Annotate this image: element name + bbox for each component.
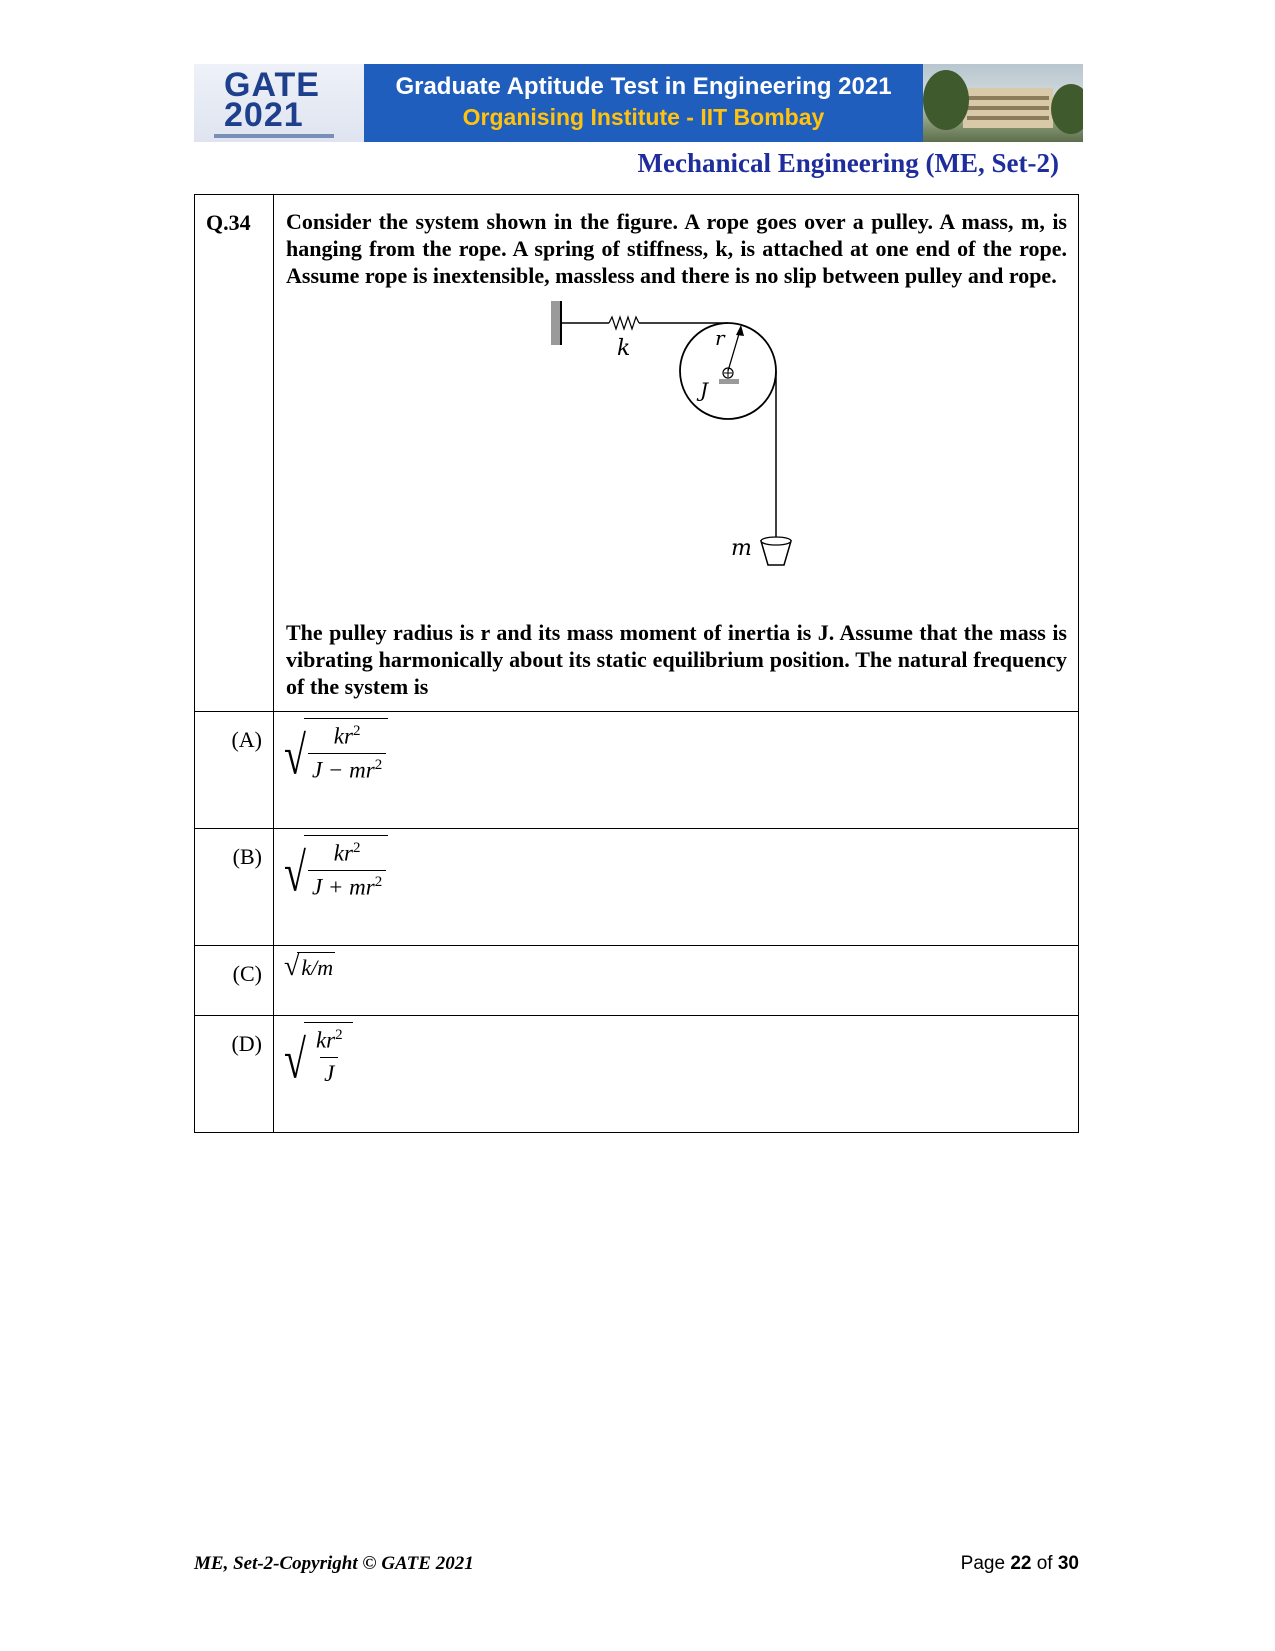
option-d-formula [284,1022,353,1090]
building-window-row [967,116,1049,120]
header-banner [194,64,1083,142]
page-sep: of [1031,1553,1058,1574]
option-label-cell [195,1016,274,1133]
label-r: r [715,326,725,350]
page-total: 30 [1057,1553,1079,1574]
option-row-c[interactable] [195,946,1079,1016]
exam-title-box [364,64,923,142]
page-prefix: Page [960,1553,1011,1574]
organising-institute: Organising Institute - IIT Bombay [462,104,825,130]
fraction [308,838,386,900]
denominator: $J - mr^2$ [308,753,386,784]
radius-arrowhead [736,325,744,336]
denominator-text: J − mr [311,757,375,783]
option-row-a[interactable] [195,712,1079,829]
mass-bucket-rim [761,537,791,545]
spring [609,317,639,329]
fraction [308,721,386,783]
label-m: m [731,536,752,561]
denominator: $J + mr^2$ [308,870,386,901]
option-label: (D) [231,1031,262,1056]
option-label-cell [195,829,274,946]
question-number-cell [195,195,274,712]
question-row [195,195,1079,712]
radicand: k/m [297,952,335,981]
label-k: k [617,336,631,361]
denominator-text: J + mr [311,874,375,900]
option-label-cell [195,712,274,829]
pulley-figure [275,289,1077,619]
question-table [194,194,1079,1133]
sqrt-sign: √ [284,842,306,904]
numerator-text: kr [333,840,353,866]
option-row-d[interactable] [195,1016,1079,1133]
sqrt-sign: √ [284,725,306,787]
option-value-cell [274,946,1079,1016]
sqrt-sign: √ [284,1028,306,1090]
numerator-text: kr [333,723,353,749]
wall-hatch [551,301,561,345]
option-c-formula [284,952,335,981]
numerator: $kr^2$ [333,723,361,749]
logo-text-top: GATE [224,66,320,104]
question-text-continued: The pulley radius is r and its mass moment of inertia is J. Assume that the mass is vibrating harmonically about its static equilibrium position. The natural frequency of the system is [286,620,1067,699]
numerator-text: kr [315,1027,336,1053]
numerator: $kr^2$ [333,840,361,866]
option-label-cell [195,946,274,1016]
page-current: 22 [1010,1553,1032,1574]
option-label: (A) [231,727,262,752]
question-text: Consider the system shown in the figure. A rope goes over a pulley. A mass, m, is hanging from the rope. A spring of stiffness, k, is attached at one end of the rope. Assume rope is inextensible, massless and there is no slip between pulley and rope. [286,209,1067,288]
denominator-text: J [324,1060,335,1086]
gate-logo [194,64,364,142]
option-value-cell [274,712,1079,829]
building-window-row [967,106,1049,110]
radicand [304,718,388,783]
option-value-cell [274,1016,1079,1133]
tree-shape [1051,84,1083,134]
logo-strip [214,134,334,138]
pulley-diagram [275,289,1080,619]
option-a-formula [284,718,388,787]
option-label: (C) [232,961,262,986]
exam-title: Graduate Aptitude Test in Engineering 2021 [395,73,892,100]
numerator: $kr^2$ [315,1027,343,1053]
option-row-b[interactable] [195,829,1079,946]
radicand [304,1022,353,1087]
logo-text-bottom: 2021 [224,96,304,134]
denominator [320,1057,338,1087]
option-b-formula [284,835,388,904]
campus-photo [923,64,1083,142]
tree-shape [923,70,969,130]
pivot-ground [719,379,739,384]
question-number: Q.34 [206,210,251,235]
option-label: (B) [232,844,262,869]
footer-page-number [961,1553,1079,1575]
building-window-row [967,96,1049,100]
sqrt-sign: √ [284,951,300,982]
fraction [308,1025,351,1087]
label-J: J [700,378,709,402]
option-value-cell [274,829,1079,946]
footer-copyright: ME, Set-2-Copyright © GATE 2021 [194,1553,474,1574]
radicand [304,835,388,900]
question-body-cell [274,195,1079,712]
subject-title: Mechanical Engineering (ME, Set-2) [637,148,1059,178]
